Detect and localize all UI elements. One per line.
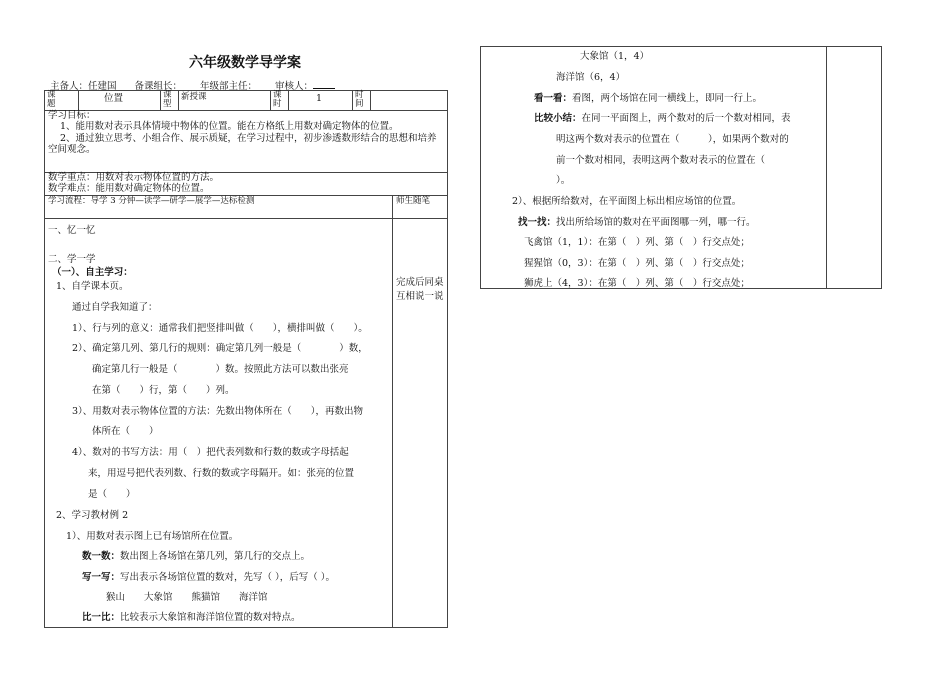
line-write-c: 是（ ） bbox=[88, 489, 136, 500]
line-example: 2、学习教材例 2 bbox=[56, 510, 129, 521]
right-summary-a: 比较小结：在同一平面图上，两个数对的后一个数对相同，表 bbox=[534, 113, 791, 124]
section-self-study: （一）、自主学习： bbox=[52, 267, 133, 278]
right-bird: 飞禽馆（1，1）：在第（ ）列、第（ ）行交点处； bbox=[524, 237, 750, 248]
preparer: 主备人：任建国 bbox=[50, 81, 117, 92]
right-find: 找一找：找出所给场馆的数对在平面图哪一列，哪一行。 bbox=[518, 217, 756, 228]
key-point: 数学重点：用数对表示物体位置的方法。 bbox=[48, 172, 220, 183]
line-self-read: 1、自学课本页。 bbox=[56, 281, 129, 292]
right-table bbox=[480, 46, 882, 289]
right-summary-c: 前一个数对相同，表明这两个数对表示的位置在（ bbox=[556, 155, 766, 166]
line-write-b: 来，用逗号把代表列数、行数的数或字母隔开。如：张亮的位置 bbox=[88, 468, 355, 479]
right-summary-b: 明这两个数对表示的位置在（ ），如果两个数对的 bbox=[556, 134, 789, 145]
right-mark: 2）、根据所给数对，在平面图上标出相应场馆的位置。 bbox=[512, 196, 742, 207]
learning-flow: 学习流程：导学 3 分钟—读学—研学—展学—达标检测 bbox=[48, 196, 255, 206]
line-know: 通过自学我知道了： bbox=[72, 302, 158, 313]
line-write-a: 4）、数对的书写方法：用（ ）把代表列数和行数的数或字母括起 bbox=[72, 447, 349, 458]
objective-1: 1、能用数对表示具体情境中物体的位置。能在方格纸上用数对确定物体的位置。 bbox=[60, 121, 399, 132]
difficulty: 数学难点：能用数对确定物体的位置。 bbox=[48, 183, 210, 194]
right-ocean: 海洋馆（6，4） bbox=[556, 72, 626, 83]
line-rule-a: 2）、确定第几列、第几行的规则：确定第几列一般是（ ）数， bbox=[72, 343, 368, 354]
line-rule-c: 在第（ ）行，第（ ）列。 bbox=[92, 385, 235, 396]
section-recall: 一、忆一忆 bbox=[48, 225, 96, 236]
topic-value: 位置 bbox=[104, 93, 124, 104]
reviewer: 审核人： bbox=[275, 81, 314, 92]
time-label: 时间 bbox=[355, 90, 364, 109]
right-elephant: 大象馆（1，4） bbox=[580, 51, 650, 62]
line-count: 数一数：数出图上各场馆在第几列，第几行的交点上。 bbox=[82, 551, 311, 562]
hours-label: 课时 bbox=[273, 90, 282, 109]
line-writeout: 写一写：写出表示各场馆位置的数对，先写（ ），后写（ ）。 bbox=[82, 572, 336, 583]
type-label: 课型 bbox=[163, 90, 172, 109]
right-summary-d: ）。 bbox=[556, 175, 571, 186]
section-learn: 二、学一学 bbox=[48, 254, 96, 265]
objective-2: 2、通过独立思考、小组合作、展示质疑，在学习过程中，初步渗透数形结合的思想和培养空间观念。 bbox=[48, 133, 437, 156]
notes-header: 师生随笔 bbox=[396, 196, 431, 206]
right-orangutan: 猩猩馆（0，3）：在第（ ）列、第（ ）行交点处； bbox=[524, 258, 750, 269]
right-look: 看一看：看图，两个场馆在同一横线上，即同一行上。 bbox=[534, 93, 763, 104]
topic-label: 课题 bbox=[47, 90, 56, 109]
line-venue-names: 猴山 大象馆 熊猫馆 海洋馆 bbox=[106, 592, 268, 603]
grade-head: 年级部主任： bbox=[200, 81, 258, 92]
line-method-b: 体所在（ ） bbox=[92, 426, 159, 437]
line-row-col: 1）、行与列的意义：通常我们把竖排叫做（ ），横排叫做（ ）。 bbox=[72, 323, 368, 334]
right-lion-tiger: 狮虎上（4，3）：在第（ ）列、第（ ）行交点处； bbox=[524, 278, 750, 289]
notes-body: 完成后同桌互相说一说 bbox=[396, 277, 444, 302]
line-method-a: 3）、用数对表示物体位置的方法：先数出物体所在（ ），再数出物 bbox=[72, 406, 364, 417]
line-venues: 1）、用数对表示图上已有场馆所在位置。 bbox=[66, 531, 239, 542]
objectives-heading: 学习目标： bbox=[48, 110, 96, 121]
line-rule-b: 确定第几行一般是（ ）数。按照此方法可以数出张亮 bbox=[92, 364, 349, 375]
line-compare: 比一比：比较表示大象馆和海洋馆位置的数对特点。 bbox=[82, 612, 301, 623]
type-value: 新授课 bbox=[181, 92, 207, 102]
page-title: 六年级数学导学案 bbox=[189, 55, 301, 71]
group-leader: 备课组长： bbox=[134, 81, 183, 92]
reviewer-blank bbox=[313, 88, 335, 89]
hours-value: 1 bbox=[316, 93, 323, 104]
